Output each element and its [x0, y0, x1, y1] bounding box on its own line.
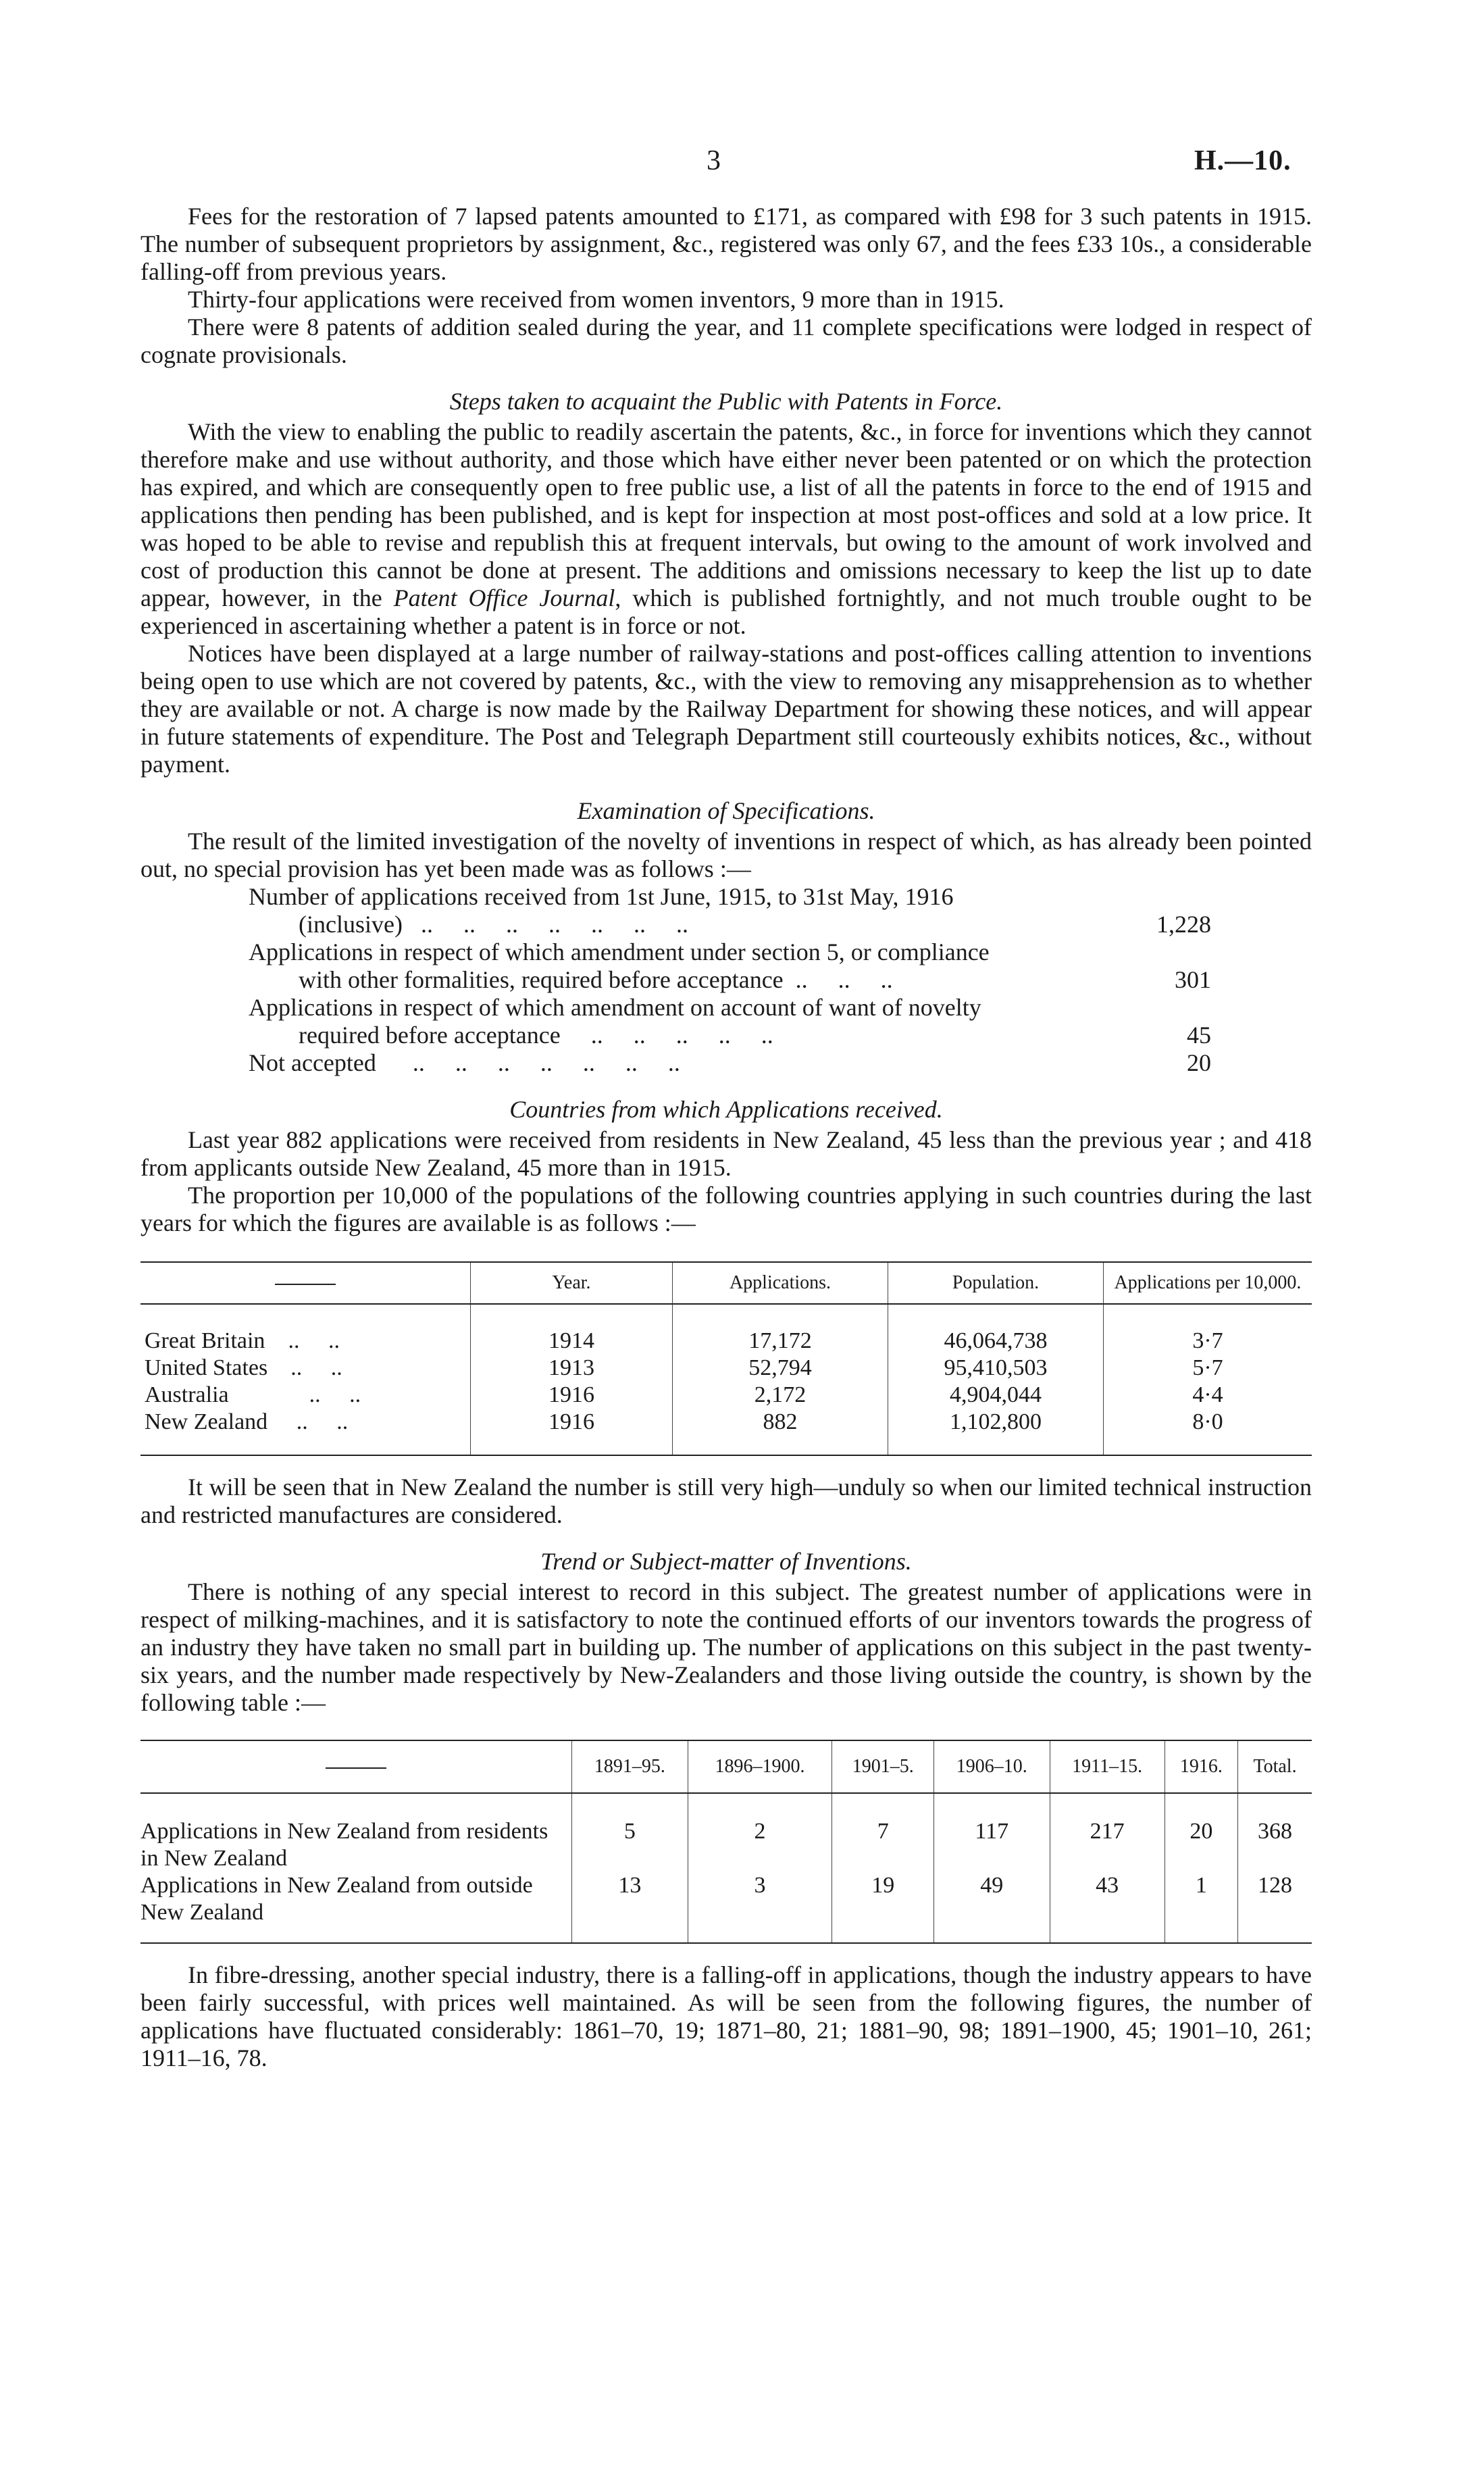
trend-paragraph-1: There is nothing of any special interest to record in this subject. The greatest number of applications were in respect of milking-machines, and it is satisfactory to note the continued efforts of our inventors towards the progress of an industry they have taken no small part in building up. The number of applications on this subject in the past twenty-six years, and the number made respectively by New-Zealanders and those living outside the country, is shown by the following table :— [140, 1578, 1312, 1716]
examination-intro: The result of the limited investigation of the novelty of inventions in respect of which, as has already been pointed out, no special provision has yet been made was as follows :— [140, 828, 1312, 882]
table-row: Applications in New Zealand from residents in New Zealand 5 2 7 117 217 20 368 [140, 1793, 1312, 1872]
intro-paragraph-3: There were 8 patents of addition sealed during the year, and 11 complete specifications were lodged in respect of cognate provisionals. [140, 313, 1312, 368]
stat-value: 45 [1187, 1022, 1211, 1049]
milking-machines-table: 1891–95. 1896–1900. 1901–5. 1906–10. 1911–15. 1916. Total. Applications in New Zealand from residents in New Zealand 5 2 7 117 217 20 368 Applications in New Zealand from outside New Zealand 13 3 19 49 43 1 128 [140, 1740, 1312, 1944]
section-heading-examination: Examination of Specifications. [577, 797, 875, 824]
blank-header-dash [275, 1284, 336, 1285]
table-row: United States .. .. 1913 52,794 95,410,503 5·7 [140, 1355, 1312, 1382]
countries-table: Year. Applications. Population. Applications per 10,000. Great Britain .. .. 1914 17,172 46,064,738 3·7 United States .. .. 1913 52,794 95,410,503 5·7 Australia .. .. 1916 2,172 4,904,044 4·4 New Zealand .. .. 1916 882 1,102,800 8·0 [140, 1261, 1312, 1456]
intro-paragraph-2: Thirty-four applications were received from women inventors, 9 more than in 1915. [188, 286, 1004, 313]
stat-row: Applications in respect of which amendment on account of want of novelty required before acceptance .. .. .. .. .. 45 [249, 994, 1211, 1049]
table-row: New Zealand .. .. 1916 882 1,102,800 8·0 [140, 1409, 1312, 1455]
steps-paragraph-2: Notices have been displayed at a large number of railway-stations and post-offices calling attention to inventions being open to use which are not covered by patents, &c., with the view to removing any misapprehension as to whether they are available or not. A charge is now made by the Railway Department for showing these notices, and will appear in future statements of expenditure. The Post and Telegraph Department still courteously exhibits notices, &c., without payment. [140, 640, 1312, 778]
stat-row: Number of applications received from 1st June, 1915, to 31st May, 1916 (inclusive) .. .. .. .. .. .. .. 1,228 [249, 883, 1211, 938]
stat-row: Not accepted .. .. .. .. .. .. .. 20 [249, 1049, 1211, 1076]
stat-value: 20 [1187, 1049, 1211, 1076]
stat-value: 301 [1175, 966, 1211, 993]
stat-row: Applications in respect of which amendment under section 5, or compliance with other formalities, required before acceptance .. .. .. 301 [249, 938, 1211, 993]
blank-header-dash [326, 1767, 386, 1769]
page-body [140, 203, 1312, 2072]
table-row: Australia .. .. 1916 2,172 4,904,044 4·4 [140, 1382, 1312, 1409]
section-heading-countries: Countries from which Applications received. [509, 1096, 943, 1123]
stat-value: 1,228 [1156, 911, 1211, 938]
section-heading-trend: Trend or Subject-matter of Inventions. [540, 1548, 912, 1575]
document-reference: H.—10. [1194, 145, 1291, 176]
section-heading-steps: Steps taken to acquaint the Public with Patents in Force. [449, 388, 1003, 415]
countries-paragraph-1: Last year 882 applications were received from residents in New Zealand, 45 less than the previous year ; and 418 from applicants outside New Zealand, 45 more than in 1915. [140, 1126, 1312, 1181]
countries-paragraph-3: It will be seen that in New Zealand the number is still very high—unduly so when our limited technical instruction and restricted manufactures are considered. [140, 1474, 1312, 1528]
page-header [0, 145, 1484, 185]
intro-paragraph-1: Fees for the restoration of 7 lapsed patents amounted to £171, as compared with £98 for 3 such patents in 1915. The number of subsequent proprietors by assignment, &c., registered was only 67, and the fees £33 10s., a considerable falling-off from previous years. [140, 203, 1312, 285]
page-number: 3 [707, 145, 721, 176]
table-row: Great Britain .. .. 1914 17,172 46,064,738 3·7 [140, 1304, 1312, 1355]
table-row: Applications in New Zealand from outside New Zealand 13 3 19 49 43 1 128 [140, 1872, 1312, 1943]
examination-stats [249, 883, 1211, 1077]
journal-title: Patent Office Journal [393, 584, 615, 611]
steps-paragraph-1: With the view to enabling the public to readily ascertain the patents, &c., in force for inventions which they cannot therefore make and use without authority, and those which have either never been patented or on which the protection has expired, and which are consequently open to free public use, a list of all the patents in force to the end of 1915 and applications then pending has been published, and is kept for inspection at most post-offices and sold at a low price. It was hoped to be able to revise and republish this at frequent intervals, but owing to the amount of work involved and cost of production this cannot be done at present. The additions and omissions necessary to keep the list up to date appear, however, in the Patent Office Journal, which is published fortnightly, and not much trouble ought to be experienced in ascertaining whether a patent is in force or not. [140, 418, 1312, 639]
trend-paragraph-2: In fibre-dressing, another special industry, there is a falling-off in applications, though the industry appears to have been fairly successful, with prices well maintained. As will be seen from the following figures, the number of applications have fluctuated considerably: 1861–70, 19; 1871–80, 21; 1881–90, 98; 1891–1900, 45; 1901–10, 261; 1911–16, 78. [140, 1961, 1312, 2071]
countries-paragraph-2: The proportion per 10,000 of the populations of the following countries applying in such countries during the last years for which the figures are available is as follows :— [140, 1182, 1312, 1236]
